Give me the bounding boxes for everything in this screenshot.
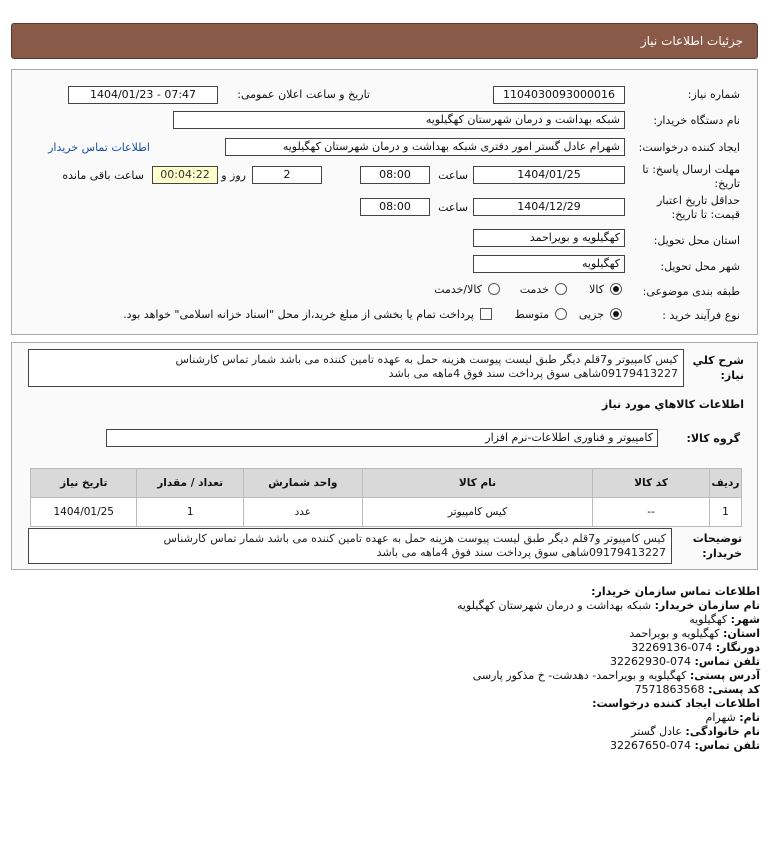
contact-org-label: نام سازمان خریدار: (654, 599, 760, 612)
contact-city-label: شهر: (730, 613, 760, 626)
validity-time-field: 08:00 (360, 198, 430, 216)
contact-line-city (689, 613, 760, 626)
remaining-timer: 00:04:22 (152, 166, 218, 184)
category-label: طبقه بندی موضوعی: (642, 285, 740, 298)
buyer-contact-link[interactable]: اطلاعات تماس خریدار (48, 141, 150, 154)
contact-line-fax (631, 641, 760, 654)
category-option-service: خدمت (519, 283, 549, 296)
contact-postal-label: کد پستی: (708, 683, 760, 696)
deadline-label-line1: مهلت ارسال پاسخ: تا (642, 163, 740, 176)
category-option-both: کالا/خدمت (434, 283, 482, 296)
process-radio-minor[interactable] (610, 308, 622, 320)
buyer-notes-label-line1: توضیحات (692, 532, 742, 545)
remaining-label: ساعت باقی مانده (62, 169, 144, 182)
contact-line-address (473, 669, 760, 682)
contact-city-value: کهگیلویه (689, 613, 728, 626)
goods-section-title: اطلاعات کالاهاي مورد نياز (602, 398, 744, 411)
cell-name: کیس کامپیوتر (362, 498, 592, 527)
buyer-org-label: نام دستگاه خریدار: (653, 114, 740, 127)
summary-label-line1: شرح کلي (692, 354, 744, 367)
buyer-notes-line1: کیس کامپیوتر و7قلم دیگر طبق لیست پیوست هزینه حمل به عهده تامین کننده می باشد شمار تماس کارشناس (163, 532, 666, 545)
contact-postal-value: 7571863568 (634, 683, 705, 696)
buyer-org-field: شبکه بهداشت و درمان شهرستان کهگیلویه (173, 111, 625, 129)
col-code: کد کالا (593, 469, 710, 498)
announce-label: تاریخ و ساعت اعلان عمومی: (237, 88, 370, 101)
goods-group-field: کامپیوتر و فناوری اطلاعات-نرم افزار (106, 429, 658, 447)
province-field: کهگیلویه و بویراحمد (473, 229, 625, 247)
creator-field: شهرام عادل گستر امور دفتری شبکه بهداشت و درمان شهرستان کهگیلویه (225, 138, 625, 156)
summary-text-line2: 09179413227شاهی سوق پرداخت سند فوق 4ماهه می باشد (388, 367, 678, 380)
col-qty: تعداد / مقدار (137, 469, 243, 498)
cell-qty: 1 (137, 498, 243, 527)
creator-phone-label: تلفن تماس: (694, 739, 760, 752)
cell-unit: عدد (243, 498, 362, 527)
cell-row: 1 (709, 498, 741, 527)
process-radio-medium[interactable] (555, 308, 567, 320)
contact-address-value: کهگیلویه و بویراحمد- دهدشت- خ مذکور پارسی (472, 669, 687, 682)
creator-line-family (631, 725, 760, 738)
deadline-days-field: 2 (252, 166, 322, 184)
creator-label: ایجاد کننده درخواست: (638, 141, 740, 154)
creator-line-phone (610, 739, 760, 752)
contact-line-province (629, 627, 760, 640)
category-radio-goods[interactable] (610, 283, 622, 295)
city-label: شهر محل تحویل: (660, 260, 740, 273)
validity-label-line2: قیمت: تا تاریخ: (671, 208, 740, 221)
buyer-notes-line2: 09179413227شاهی سوق پرداخت سند فوق 4ماهه می باشد (376, 546, 666, 559)
need-number-field: 1104030093000016 (493, 86, 625, 104)
deadline-days-label: روز و (221, 169, 246, 182)
contact-org-value: شبکه بهداشت و درمان شهرستان کهگیلویه (457, 599, 652, 612)
announce-field: 1404/01/23 - 07:47 (68, 86, 218, 104)
creator-info-title: اطلاعات ایجاد کننده درخواست: (592, 697, 760, 710)
contact-line-org (457, 599, 760, 612)
buyer-notes-box (28, 528, 672, 564)
contact-title: اطلاعات تماس سازمان خریدار: (591, 585, 760, 598)
col-unit: واحد شمارش (243, 469, 362, 498)
goods-table (30, 468, 742, 527)
contact-fax-label: دورنگار: (715, 641, 760, 654)
buyer-notes-label-line2: خریدار: (702, 547, 742, 560)
process-option-medium: متوسط (514, 308, 549, 321)
category-radio-both[interactable] (488, 283, 500, 295)
validity-date-field: 1404/12/29 (473, 198, 625, 216)
summary-text-box (28, 349, 684, 387)
province-label: استان محل تحویل: (653, 234, 740, 247)
deadline-time-field: 08:00 (360, 166, 430, 184)
creator-family-value: عادل گستر (631, 725, 682, 738)
contact-phone-label: تلفن تماس: (694, 655, 760, 668)
deadline-time-label: ساعت (438, 169, 468, 182)
col-date: تاریخ نیاز (31, 469, 137, 498)
contact-line-postal (635, 683, 760, 696)
contact-fax-value: 074-32269136 (631, 641, 713, 654)
need-number-label: شماره نیاز: (687, 88, 740, 101)
category-option-goods: کالا (589, 283, 604, 296)
cell-date: 1404/01/25 (31, 498, 137, 527)
treasury-checkbox[interactable] (480, 308, 492, 320)
col-name: نام کالا (362, 469, 592, 498)
goods-table-header (31, 469, 742, 498)
summary-text-line1: کیس کامپیوتر و7قلم دیگر طبق لیست پیوست هزینه حمل به عهده تامین کننده می باشد شمار تماس کارشناس (175, 353, 678, 366)
contact-province-value: کهگیلویه و بویراحمد (629, 627, 720, 640)
validity-time-label: ساعت (438, 201, 468, 214)
creator-family-label: نام خانوادگی: (685, 725, 760, 738)
goods-group-label: گروه کالا: (686, 432, 740, 445)
contact-phone-value: 074-32262930 (610, 655, 692, 668)
process-label: نوع فرآیند خرید : (662, 309, 740, 322)
treasury-note: پرداخت تمام یا بخشی از مبلغ خرید،از محل "اسناد خزانه اسلامی" خواهد بود. (123, 308, 474, 321)
page-title: جزئیات اطلاعات نیاز (640, 34, 743, 48)
page-header (11, 23, 758, 59)
deadline-date-field: 1404/01/25 (473, 166, 625, 184)
contact-address-label: آدرس پستی: (689, 669, 760, 682)
deadline-label-line2: تاریخ: (714, 177, 740, 190)
category-radio-service[interactable] (555, 283, 567, 295)
creator-name-value: شهرام (705, 711, 736, 724)
creator-name-label: نام: (739, 711, 760, 724)
contact-line-phone (610, 655, 760, 668)
creator-phone-value: 074-32267650 (610, 739, 692, 752)
city-field: کهگیلویه (473, 255, 625, 273)
summary-label-line2: نیاز: (720, 369, 744, 382)
validity-label-line1: حداقل تاریخ اعتبار (656, 194, 740, 207)
process-option-minor: جزیی (578, 308, 604, 321)
table-row (31, 498, 742, 527)
cell-code: -- (593, 498, 710, 527)
creator-line-name (706, 711, 760, 724)
col-row: ردیف (709, 469, 741, 498)
contact-province-label: استان: (723, 627, 760, 640)
